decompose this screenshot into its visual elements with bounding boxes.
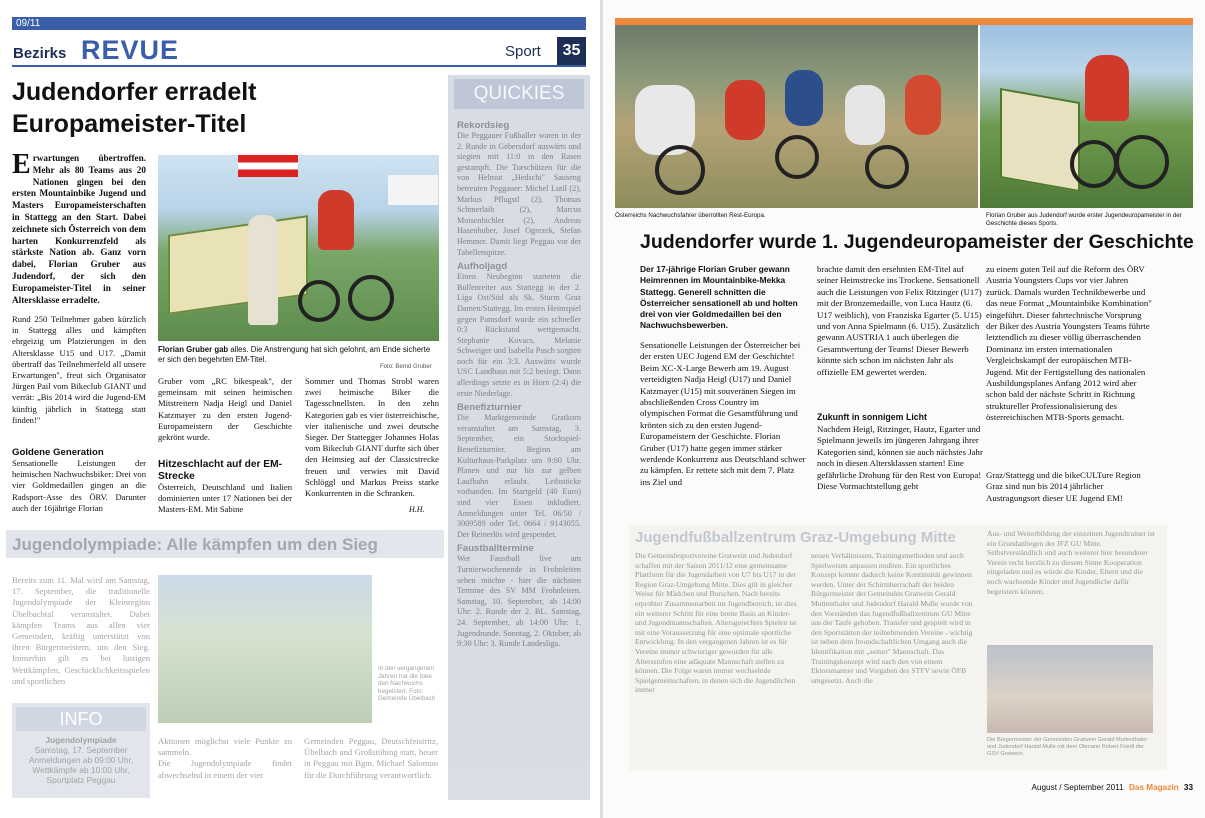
flag-shape — [238, 155, 298, 177]
lead-right: Der 17-jährige Florian Gruber gewann Heimrennen im Mountainbike-Mekka Stattegg. Generell schnitten die Österreicher sensationell ab und holten drei von vier Goldmedaillen bei den Nachwuchsbewerben. — [640, 264, 798, 331]
subhead-hitzeschlacht: Hitzeschlacht auf der EM-Strecke — [158, 459, 282, 482]
info-line: Samstag, 17. September — [34, 745, 128, 755]
jugend-photo — [158, 575, 372, 723]
body-col2: Gruber vom „RC bikespeak", der gemeinsam mit seinen heimischen Mitstreitern Nadja Heigl und Daniel Katzmayer zu den ersten Jugend-Europameistern der Geschichte gekrönt wurde. — [158, 376, 292, 443]
body-right-col2b: Nachdem Heigl, Ritzinger, Hautz, Egarter und Spielmann jeweils im jüngeren Jahrgang ihrer Kategorien sind, können sie auch nächstes Jahr noch in diesen Altersklassen starten! Eine gefährliche Drohung für den Rest von Europa! Diese Vormachtstellung geht — [817, 424, 983, 492]
info-title: INFO — [16, 707, 146, 731]
top-accent-bar — [615, 18, 1193, 25]
bike-wheel-rear — [298, 280, 340, 322]
jugend-photo-note: In den vergangenen Jahren hat die Idee den Nachwuchs begeistert. Foto: Gemeinde Übelbach — [378, 665, 436, 703]
jugend-bottom-col2: Gemeinden Peggau, Deutschfeistritz, Übelbach und Großstübing statt, heuer in Peggau mit Bgm. Michael Salomon für die Durchführung verantwortlich. — [304, 736, 438, 780]
photo-caption: Florian Gruber gab alles. Die Anstrengung hat sich gelohnt, am Ende sicherte er sich den begehrten EM-Titel. — [158, 345, 431, 364]
body-paragraph-1: Rund 250 Teilnehmer gaben kürzlich in Stattegg alles und kämpften ehrgeizig um Platzierungen in den Altersklasse U15 und U17. „Damit übertraff das Teilnehmerfeld all unsere Erwartungen", freut sich Organisator Jürgen Pail vom Bikeclub GIANT und verrät: „Bis 2014 wird die Jugend-EM künftig jährlich in Stattegg statt finden!" — [12, 314, 146, 425]
bike-wheel — [775, 135, 819, 179]
page-number: 35 — [557, 37, 586, 65]
faded-col1: Die Gemeindesportvereine Gratwein und Judendorf schaffen mit der Saison 2011/12 eine gemeinsame Plattform für die Jugendarbeit von U7 bis U17 in der Region Graz-Umgebung Mitte. Dies gilt in gleicher Weise für Mädchen und Burschen. Nach bereits erprobter Zusammenarbeit im Jugendbereich, ist dies ein weiterer Schritt für eine breite Basis an Kinder- und Jugendmannschaften. Altersgerechtes Spielen ist mit eine Voraussetzung für eine optimale sportliche Entwicklung. In den vergangenen Jahren ist es für Vereine immer schwieriger geworden für alle Altersstufen eine adäquate Mannschaft stellen zu können. Die Folge waren immer wechselnde Spielgemeinschaften, in denen sich die Jugendlichen immer — [635, 551, 797, 695]
issue-number: 09/11 — [16, 18, 41, 29]
masthead-bar — [12, 17, 586, 30]
brand-small: Bezirks — [13, 45, 67, 62]
rider-shape — [845, 85, 885, 145]
quickies-item: Rekordsieg Die Peggauer Fußballer waren in der 2. Runde in Gebersdorf auswärts und siegten mit 11:0 in den Rasen gestampft. Die Torschützen für die von Helmut „Hedschi" Sauseng betreuten Peggauer: Michel Lutil (2), Markus Pflugstl (2), Thomas Schmerlaib (2), Marcus Moisenbichler (2), Andreas Hasenhuber, Josef Ogrezek, Stefan Hemmer. Damit liegt Peggau vor der Tabellenspitze. — [457, 120, 581, 257]
jugend-text: Bereits zum 11. Mal wird am Samstag, 17. September, die traditionelle Jugendolympiade der Kleinregion Übelbachtal veranstaltet. Dabei kämpfen Teams aus allen vier Gemeinden, kräftig unterstützt von ihren Bürgermeistern, um den Sieg. Immerhin gilt es bei lustigen Wettkämpfen, Geschicklichkeitsspielen und sportlichen — [12, 575, 150, 686]
body-right-col3b: Graz/Stattegg und die bikeCULTure Region Graz sind nun bis 2014 jährlicher Austragungsort dieser UE Jugend EM! — [986, 470, 1141, 503]
info-line: Anmeldungen ab 09:00 Uhr, — [28, 755, 134, 765]
quickies-item: Aufholjagd Einen Neubeginn starteten die Bullenreiter aus Stattegg in der 2. Liga Ost/Süd als Sk. Sturm Graz Damen/Stattegg. Im ersten Heimspiel gegen Pamsdorf wurde ein schneller 0:3 Rückstand wettgemacht. Stephanie Kovacs, Melanie Schweiger und Isabella Pasch sorgten noch für ein 3:3. Auswärts wurde USC Landhaus mit 5:2 besiegt. Dann allerdings setzte es in Horn (2:4) die erste Niederlage. — [457, 261, 581, 398]
quickies-item: Benefizturnier Die Marktgemeinde Gratkorn veranstaltet am Samstag, 3. September, ein Stockspiel-Benefizturnier. Beginn am Kulturhaus-Parkplatz um 9:00 Uhr. Planen und nur bis zur gelben Laufbahn erlaubt. Leibstöcke vorhanden. Im Startgeld (40 Euro) sind vier Essen inkludiert. Anmeldungen unter Tel. 06/50 / 3009589 oder Tel. 0664 / 9143055. Der Reinerlös wird gespendet. — [457, 402, 581, 539]
sponsor-board — [388, 175, 438, 205]
rider-shape — [785, 70, 823, 126]
body-right-col3: zu einem guten Teil auf die Reform des ÖRV Austria Youngsters Cups vor vier Jahren zurück. Damals wurden Technikbewerbe und das neue Format „Mountainbike Kombination" eingeführt. Dieser fahrtechnische Vorsprung der Biker des Austria Youngsters Teams führte letztendlich zu dieser völlig überraschenden Dominanz im ersten internationalen Vergleichskampf der europäischen MTB-Jugend. Mit der Fertigstellung des nationalen Ausbildungsplanes Anfang 2012 wird aber schon bald der nächste Schritt in Richtung struktureller Professionalisierung des österreichischen MTB-Sports gemacht. — [986, 264, 1152, 423]
lead-paragraph: Erwartungen übertroffen. Mehr als 80 Teams aus 20 Nationen gingen bei den ersten Mountainbike Jugend und Masters Europameisterschaften in Stattegg an den Start. Dabei zeichnete sich Österreich von dem harten Konkurrenzfeld als stärkste Nation ab. Ganz vorn dabei, Florian Gruber aus Judendorf, der sich den Europameister-Titel in seiner Altersklasse erradelte. — [12, 149, 146, 305]
info-box — [12, 703, 150, 798]
quickies-item: Faustballtermine Wer Faustball live am Turnierwochenende in Frohnleiten sehen möchte - hier die nächsten Termine des SV MM Frohnleiten. Samstag, 10. September, ab 14:00 Uhr: 2. Runde der 2. BL. Samstag, 24. September, ab 14:00 Uhr: 1. Jugendrunde. Sonntag, 2. Oktober, ab 9:30 Uhr: 3. Runde Landesliga. — [457, 543, 581, 649]
jugend-bottom-col1: Aktionen möglichst viele Punkte zu sammeln. Die Jugendolympiade findet abwechselnd in einem der vier — [158, 736, 292, 780]
rider-shape — [725, 80, 765, 140]
subhead-goldene: Goldene Generation — [12, 447, 104, 458]
article-headline: Judendorfer erradelt Europameister-Titel — [12, 78, 257, 138]
quickies-sidebar — [448, 75, 590, 800]
rider-shape — [318, 190, 354, 250]
caption-right: Florian Gruber aus Judendorf wurde erster Jugendeuropameister in der Geschichte dieses Sports. — [986, 212, 1182, 227]
faded-col2: neuen Verhältnissen, Trainingsmethoden und auch Spielweisen anpassen mußten. Ein sportliches Konzept konnte dadurch keine Kontinuität gewinnen werden. Unter der Schirmherrschaft der beiden Bürgermeister der Gemeinden Gratwein Gerald Muttenthaler und Judendorf Harald Mulle wurde von den Vorständen das Jugendfußballzentrum GU Mitte aus der Taufe gehoben. Transfer und gespielt wird in den Sportstätten der teilnehmenden Vereine - wichtig ist neben dem freundschaftlichen Umgang auch die Identifikation mit „seiner" Mannschaft. Das Trainingskonzept wird nach den von einem Ektorsmanner und Vorgaben des STFV sowie ÖFB umgesetzt. Auch die — [811, 551, 973, 685]
body-right-col1: Sensationelle Leistungen der Österreicher bei der ersten UEC Jugend EM der Geschichte! Beim XC-X-Large Bewerb am 19. August verteidigten Nadja Heigl (U17) und Daniel Katzmayer (U15) mit souveränen Siegen im abschließenden Cross Country im olympischen Format die Gesamtführung und krönten sich zu den ersten Jugend-Europameistern der Geschichte. Florian Gruber (U17) hatte gegen immer stärker werdende Konkurrenz aus Deutschland schwer zu kämpfen. Er rettete sich mit dem 7. Platz ins Ziel und — [640, 340, 806, 487]
rider-shape — [635, 85, 695, 155]
rider-shape — [1085, 55, 1129, 121]
photo-gruber — [980, 25, 1193, 208]
body-col2b: Österreich, Deutschland und Italien dominierten unter 17 Nationen bei der Masters-EM. Mit Sabine — [158, 482, 292, 515]
faded-football-article — [629, 525, 1167, 770]
body-right-col2: brachte damit den ersehnten EM-Titel auf seiner Heimstrecke ins Trockene. Sensationell auch die Leistungen von Felix Ritzinger (U17) mit der Bronzemedaille, von Luca Hautz (6. U17 weiblich), von Franziska Egarter (5. U15) und von Anna Spielmann (6. U15). Zusätzlich gewann AUSTRIA 1 auch überlegen die Gesamtwertung der Teams! Dieser Bewerb könnte sich schon im nächsten Jahr als offizielle EM gewertet werden. — [817, 264, 982, 377]
photo-peloton — [615, 25, 978, 208]
caption-left: Österreichs Nachwuchsfahrer überrollten Rest-Europa. — [615, 212, 766, 219]
bike-wheel — [865, 145, 909, 189]
faded-headline: Jugendfußballzentrum Graz-Umgebung Mitte — [635, 529, 956, 546]
sponsor-board — [1000, 88, 1080, 192]
faded-photo — [987, 645, 1153, 733]
article-headline-right: Judendorfer wurde 1. Jugendeuropameister der Geschichte — [640, 231, 1194, 253]
jugendolympiade-section — [6, 530, 444, 798]
author-signature: H.H. — [409, 505, 425, 514]
subhead-zukunft: Zukunft in sonnigem Licht — [817, 412, 927, 422]
person-shape — [248, 215, 278, 325]
quickies-title: QUICKIES — [454, 79, 584, 109]
bike-wheel-front — [348, 275, 394, 321]
footer: August / September 2011 Das Magazin 33 — [1031, 783, 1193, 792]
rider-shape — [905, 75, 941, 135]
section-label: Sport — [505, 43, 541, 60]
banner-shape — [168, 215, 308, 315]
faded-photo-caption: Die Bürgermeister der Gemeinden Gratwein Gerald Muttenthaler und Judendorf Harald Mulle mit dem Obmann Robert Friedl der GSV Gratwein — [987, 737, 1148, 757]
body-col3: Sommer und Thomas Strobl waren zwei heimische Biker die Tagesschnellsten. In den zehn Kategorien gab es vier österreichische, vier italienische und zwei deutsche Sieger. Der Stattegger Johannes Holas vom Bikeclub GIANT durfte sich über den Heimsieg auf der Classicstrecke freuen und verwies mit David Schlöggl und Markus Preiss starke Konkurrenten in die Schranken. — [305, 376, 439, 499]
info-line: Wettkämpfe ab 10:00 Uhr, — [32, 765, 130, 775]
left-page — [0, 0, 600, 818]
bike-wheel — [1115, 135, 1169, 189]
jugend-headline: Jugendolympiade: Alle kämpfen um den Sieg — [6, 530, 444, 558]
article-photo — [158, 155, 439, 341]
bike-wheel — [655, 145, 705, 195]
info-line: Sportplatz Peggau — [46, 775, 116, 785]
drop-cap: E — [12, 149, 31, 180]
bike-wheel — [1070, 140, 1118, 188]
right-page — [603, 0, 1205, 818]
brand-big: REVUE — [81, 35, 180, 65]
faded-col3: Aus- und Weiterbildung der einzelnen Jugendtrainer ist ein Grundanliegen der JFZ GU Mitte. Selbstverständlich und auch weiterer hier besonderer Verein recht herzlich zu diesem Sinne Kooperation eingeladen und es würde die Kinder, Eltern und die noch wachsende Kinder und Jugendliche dafür begeistern können. — [987, 529, 1155, 596]
info-line: Jugendolympiade — [45, 735, 117, 745]
photo-credit: Foto: Bernd Gruber — [380, 364, 432, 370]
body-paragraph-2: Sensationelle Leistungen der heimischen Nachwuchsbiker: Drei von vier Goldmedaillen gingen an die Radsport-Asse des ÖRV. Darunter auch der 16jährige Florian — [12, 458, 146, 513]
